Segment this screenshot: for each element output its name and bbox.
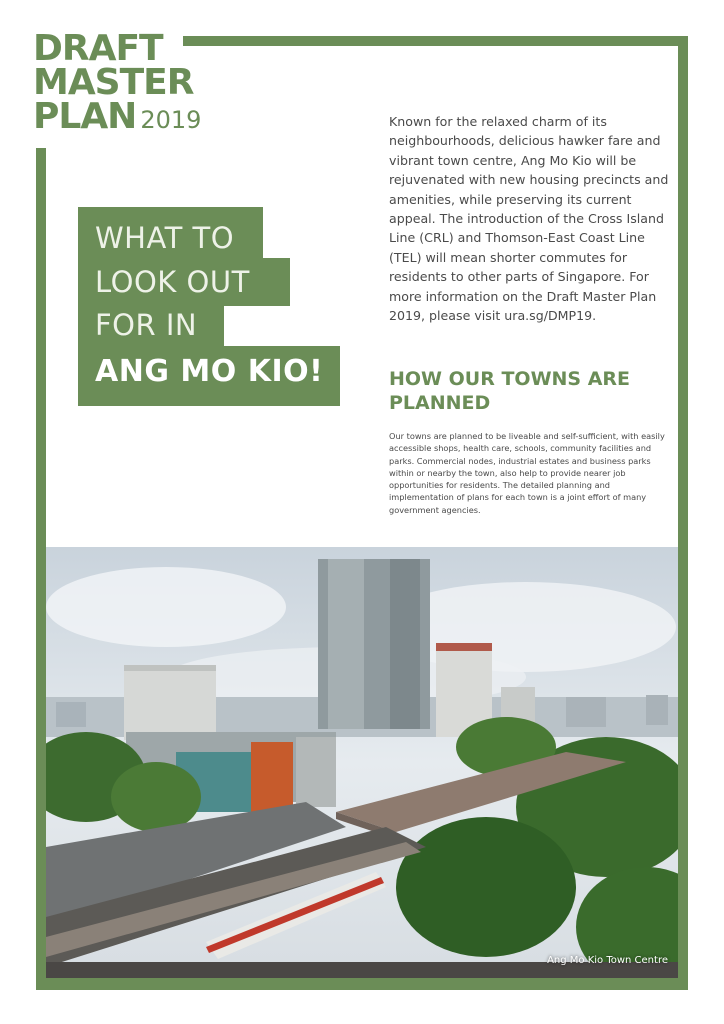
draft-master-plan-logo bbox=[33, 28, 202, 137]
banner-line-what-to: WHAT TO bbox=[95, 221, 235, 255]
frame-top-border bbox=[183, 36, 688, 46]
frame-right-border bbox=[678, 36, 688, 990]
section-title: HOW OUR TOWNS ARE PLANNED bbox=[389, 368, 631, 414]
banner-line-look-out: LOOK OUT bbox=[95, 265, 250, 299]
town-centre-illustration bbox=[46, 547, 678, 978]
frame-bottom-border bbox=[36, 978, 688, 990]
banner-line-for-in: FOR IN bbox=[95, 308, 198, 342]
photo-caption: Ang Mo Kio Town Centre bbox=[547, 955, 668, 966]
town-centre-photo bbox=[46, 547, 678, 978]
intro-paragraph: Known for the relaxed charm of its neighbourhoods, delicious hawker fare and vibrant town centre, Ang Mo Kio will be rejuvenated with new housing precincts and amenities, while preserving its current appeal. The introduction of the Cross Island Line (CRL) and Thomson-East Coast Line (TEL) will mean shorter commutes for residents to other parts of Singapore. For more information on the Draft Master Plan 2019, please visit ura.sg/DMP19. bbox=[389, 114, 669, 324]
logo-year: 2019 bbox=[140, 106, 202, 134]
section-body: Our towns are planned to be liveable and self-sufficient, with easily accessible shops, health care, schools, community facilities and parks. Commercial nodes, industrial estates and business parks within or nearby the town, also help to provide nearer job opportunities for residents. The detailed planning and implementation of plans for each town is a joint effort of many government agencies. bbox=[389, 431, 665, 515]
logo-line-plan bbox=[33, 96, 202, 137]
banner-line-ang-mo-kio: ANG MO KIO! bbox=[95, 354, 324, 389]
logo-plan-word: PLAN bbox=[33, 96, 137, 137]
logo-line-master: MASTER bbox=[33, 62, 194, 103]
logo-line-draft: DRAFT bbox=[33, 28, 163, 69]
frame-left-border bbox=[36, 148, 46, 990]
